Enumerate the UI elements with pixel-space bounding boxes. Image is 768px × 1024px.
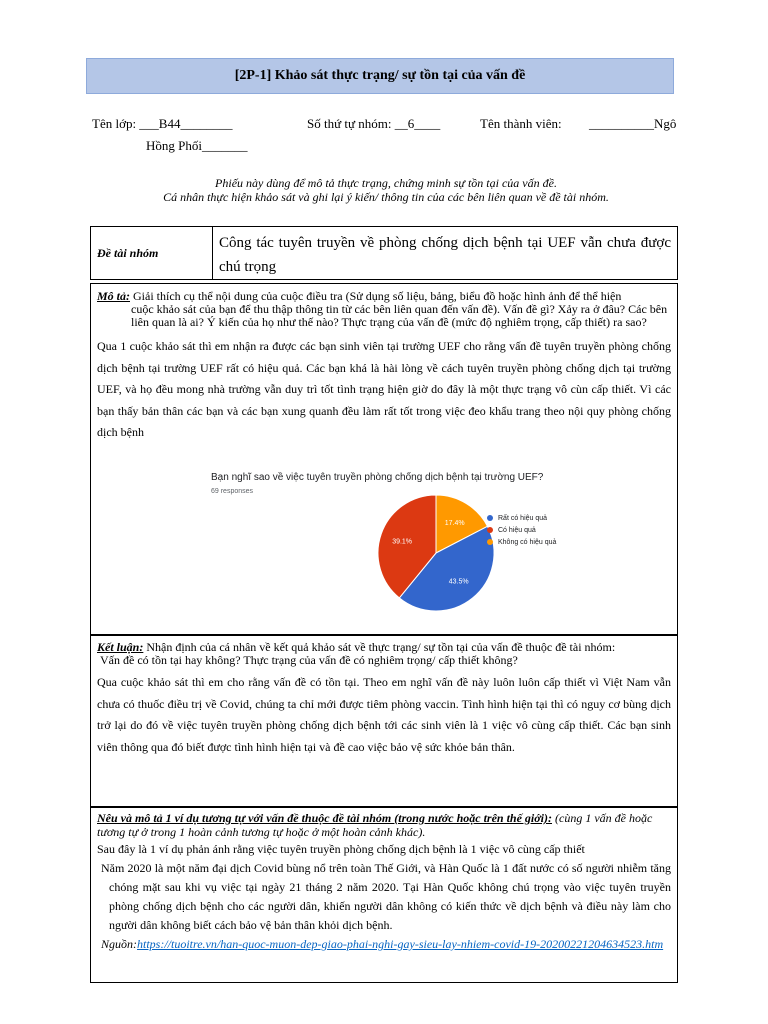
description-question-first: Giải thích cụ thể nội dung của cuộc điều tra (Sử dụng số liệu, bảng, biểu đồ hoặc hình ảnh để thể hiện xyxy=(130,289,622,303)
legend-swatch xyxy=(487,539,493,545)
member-continuation: Hồng Phối_______ xyxy=(146,138,248,153)
survey-pie-chart xyxy=(199,460,579,626)
pie-slice-label-2: 17.4% xyxy=(444,519,465,527)
description-answer: Qua 1 cuộc khảo sát thì em nhận ra được các bạn sinh viên tại trường UEF cho rằng vấn đề tuyên truyền phòng chống dịch bệnh tại trường UEF rất có hiệu quả. Các bạn khá là hài lòng về cách tuyên truyền phòng chống dịch tại trường UEF, và họ đều mong nhà trường vẫn duy trì tốt tình trạng hiện giờ do đây là một thực trạng vô cùn cấp thiết. Vì các bạn thấy bản thân các bạn và các bạn xung quanh đều làm rất tốt trong việc đeo khẩu trang theo nội quy phòng chống dịch bệnh xyxy=(97,339,671,439)
legend-label: Có hiệu quả xyxy=(498,526,536,534)
source-link[interactable]: https://tuoitre.vn/han-quoc-muon-dep-giao-phai-nghi-gay-sieu-lay-nhiem-covid-19-20200221204634523.htm xyxy=(137,937,664,951)
pie-slice-label-1: 39.1% xyxy=(392,538,413,546)
topic-value: Công tác tuyên truyền về phòng chống dịch bệnh tại UEF vẫn chưa được chú trọng xyxy=(219,235,671,275)
legend-item xyxy=(487,512,556,524)
intro-line-2: Cá nhân thực hiện khảo sát và ghi lại ý kiến/ thông tin của các bên liên quan về đề tài nhóm. xyxy=(163,190,609,204)
intro-note xyxy=(86,176,686,204)
conclusion-section xyxy=(90,635,678,807)
example-label-rest: (cùng 1 vấn đề hoặc tương tự ở trong 1 hoàn cảnh tương tự hoặc ở một hoàn cảnh khác). xyxy=(97,811,653,839)
group-field: Số thứ tự nhóm: __6____ xyxy=(307,116,441,131)
chart-legend xyxy=(487,512,556,548)
legend-swatch xyxy=(487,515,493,521)
legend-item xyxy=(487,536,556,548)
description-section xyxy=(90,283,678,635)
example-label: Nêu và mô tả 1 ví dụ tương tự với vấn đề thuộc đề tài nhóm (trong nước hoặc trên thế giới): xyxy=(97,811,553,825)
page-title-text: [2P-1] Khảo sát thực trạng/ sự tồn tại của vấn đề xyxy=(234,68,526,83)
member-value: __________Ngô xyxy=(589,116,677,131)
intro-line-1: Phiếu này dùng để mô tả thực trạng, chứng minh sự tồn tại của vấn đề. xyxy=(215,176,557,190)
legend-label: Không có hiệu quả xyxy=(498,538,557,546)
example-section xyxy=(90,807,678,983)
conclusion-answer: Qua cuộc khảo sát thì em cho rằng vấn đề có tồn tại. Theo em nghĩ vấn đề này luôn luôn cấp thiết vì Việt Nam vẫn chưa có thuốc điều trị về Covid, chúng ta chỉ mới được tiêm phòng vaccin. Tình hình hiện tại thì có nguy cơ bùng dịch trở lại do đó về việc tuyên truyền phòng chống dịch bệnh tới các sinh viên là 1 việc vô cùng cấp thiết. Các bạn sinh viên thông qua đó biết được tình hình hiện tại và đề cao việc bảo vệ sức khỏe bản thân. xyxy=(97,675,671,754)
example-body: Năm 2020 là một năm đại dịch Covid bùng nổ trên toàn Thế Giới, và Hàn Quốc là 1 đất nước có số người nhiễm tăng chóng mặt sau khi vụ việc tại ngày 21 tháng 2 năm 2020. Tại Hàn Quốc không chú trọng vào việc tuyên truyền phòng chống dịch bệnh cho các người dân, khiến người dân không có kiến thức về dịch bệnh và điều này làm cho người dân không biết cách bảo vệ bản thân khỏi dịch bệnh. xyxy=(101,861,671,932)
member-label: Tên thành viên: xyxy=(480,116,562,131)
description-label: Mô tả: xyxy=(97,289,130,303)
legend-swatch xyxy=(487,527,493,533)
page-title xyxy=(86,58,674,94)
topic-label: Đề tài nhóm xyxy=(91,227,213,279)
chart-subtitle: 69 responses xyxy=(211,488,254,495)
example-source xyxy=(91,935,677,954)
conclusion-question xyxy=(91,636,677,667)
example-question xyxy=(91,808,677,839)
example-intro: Sau đây là 1 ví dụ phản ánh rằng việc tuyên truyền phòng chống dịch bệnh là 1 việc vô cùng cấp thiết xyxy=(97,842,585,856)
conclusion-question-rest: Vấn đề có tồn tại hay không? Thực trạng của vấn đề có nghiêm trọng/ cấp thiết không? xyxy=(100,653,518,667)
legend-item xyxy=(487,524,556,536)
class-field: Tên lớp: ___B44________ xyxy=(92,116,233,131)
legend-label: Rất có hiệu quả xyxy=(498,514,548,522)
chart-title: Bạn nghĩ sao về việc tuyên truyền phòng chống dịch bệnh tại trường UEF? xyxy=(211,472,544,483)
topic-table xyxy=(90,226,678,280)
pie-slice-label-0: 43.5% xyxy=(448,578,469,586)
description-question xyxy=(91,284,677,329)
source-label: Nguồn: xyxy=(101,937,137,951)
conclusion-label: Kết luận: xyxy=(97,640,144,654)
conclusion-question-first: Nhận định của cá nhân về kết quả khảo sát về thực trạng/ sự tồn tại của vấn đề thuộc đề tài nhóm: xyxy=(143,640,616,654)
description-question-rest: cuộc khảo sát của bạn để thu thập thông tin từ các bên liên quan đến vấn đề). Vấn đề gì? Xảy ra ở đâu? Các bên liên quan là ai? Ý kiến của họ như thế nào? Thực trạng của vấn đề (mức độ nghiêm trọng, cấp thiết) ra sao? xyxy=(131,302,668,329)
